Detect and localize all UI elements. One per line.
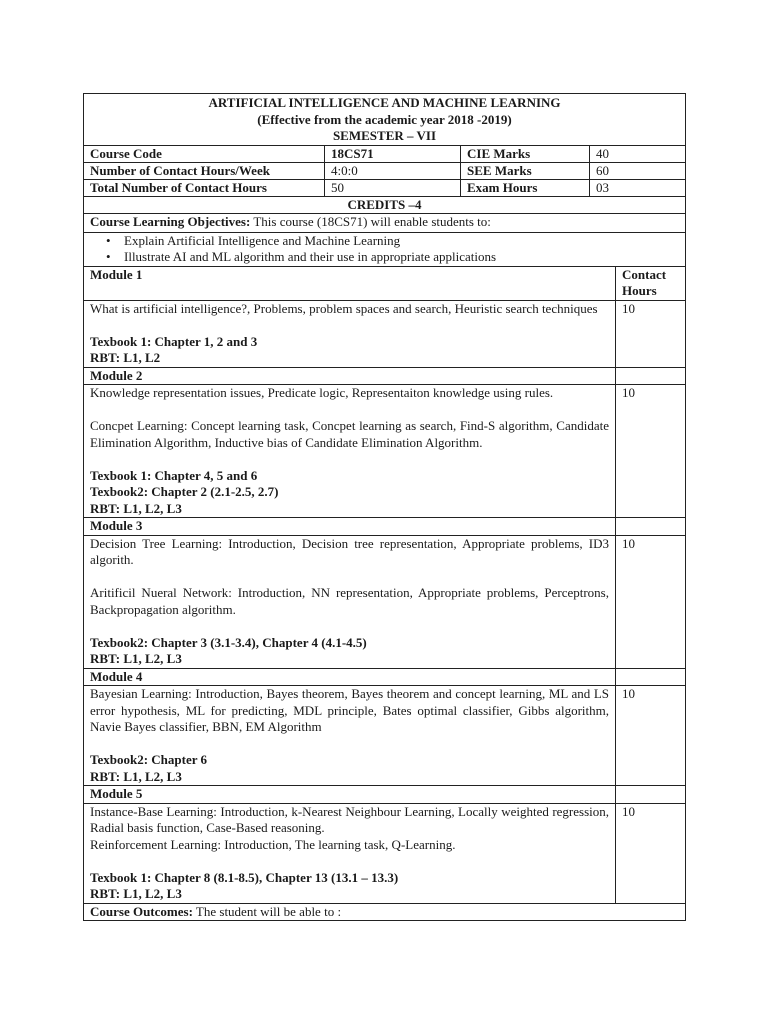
info-row-contact-hours-week bbox=[84, 163, 685, 180]
module-2-content bbox=[84, 385, 685, 518]
objectives-list-row bbox=[84, 233, 685, 267]
module-2-textbook-2: Texbook2: Chapter 2 (2.1-2.5, 2.7) bbox=[90, 484, 279, 499]
objective-item: • Explain Artificial Intelligence and Machine Learning bbox=[106, 233, 685, 250]
semester: SEMESTER – VII bbox=[332, 128, 437, 143]
course-outcomes bbox=[84, 904, 685, 921]
module-1-rbt: RBT: L1, L2 bbox=[90, 350, 161, 365]
outcomes-label: Course Outcomes: bbox=[90, 903, 193, 919]
module-4-hours: 10 bbox=[622, 686, 635, 701]
module-1-textbook: Texbook 1: Chapter 1, 2 and 3 bbox=[90, 333, 258, 349]
module-5-description-2: Reinforcement Learning: Introduction, The learning task, Q-Learning. bbox=[90, 836, 456, 852]
module-1-content bbox=[84, 301, 685, 368]
module-2-header bbox=[84, 368, 685, 386]
module-5-textbook: Texbook 1: Chapter 8 (8.1-8.5), Chapter 13 (13.1 – 13.3) bbox=[90, 869, 399, 885]
module-1-header bbox=[84, 267, 685, 301]
module-4-content bbox=[84, 686, 685, 786]
module-2-title: Module 2 bbox=[84, 368, 616, 385]
module-4-description: Bayesian Learning: Introduction, Bayes theorem, Bayes theorem and concept learning, ML and LS error hypothesis, ML for predicting, MDL principle, Bates optimal classifier, Gibbs algorithm, Navie Bayes classifier, BBN, EM Algorithm bbox=[90, 686, 609, 734]
info-label-2: CIE Marks bbox=[461, 146, 590, 162]
info-label-2: Exam Hours bbox=[461, 180, 590, 196]
info-value-2: 60 bbox=[596, 162, 609, 178]
module-3-content bbox=[84, 536, 685, 669]
module-5-hours: 10 bbox=[622, 803, 635, 819]
objective-item: • Illustrate AI and ML algorithm and their use in appropriate applications bbox=[106, 249, 685, 266]
module-3-textbook: Texbook2: Chapter 3 (3.1-3.4), Chapter 4 (4.1-4.5) bbox=[90, 634, 367, 650]
syllabus-table bbox=[83, 93, 686, 921]
module-1-description: What is artificial intelligence?, Problems, problem spaces and search, Heuristic search techniques bbox=[90, 300, 598, 316]
info-label: Course Code bbox=[84, 146, 325, 162]
module-5-content bbox=[84, 804, 685, 904]
info-value-2: 40 bbox=[596, 145, 609, 161]
info-row-course-code bbox=[84, 146, 685, 163]
module-2-hours: 10 bbox=[622, 385, 635, 400]
module-5-title: Module 5 bbox=[84, 786, 616, 803]
objectives-text: This course (18CS71) will enable students to: bbox=[250, 214, 491, 229]
module-4-textbook: Texbook2: Chapter 6 bbox=[90, 752, 208, 767]
module-5-rbt: RBT: L1, L2, L3 bbox=[90, 886, 182, 901]
info-value: 4:0:0 bbox=[325, 163, 461, 179]
module-5-header bbox=[84, 786, 685, 804]
module-3-description-2: Aritificil Nueral Network: Introduction, NN representation, Appropriate problems, Perceptrons, Backpropagation algorithm. bbox=[90, 585, 609, 617]
module-2-description-2: Concpet Learning: Concept learning task, Concpet learning as search, Find-S algorithm, Candidate Elimination Algorithm, Inductive bias of Candidate Elimination Algorithm. bbox=[90, 418, 609, 450]
effective-year: (Effective from the academic year 2018 -2019) bbox=[257, 111, 512, 127]
objectives-list bbox=[84, 233, 685, 266]
info-label-2: SEE Marks bbox=[461, 163, 590, 179]
module-4-rbt: RBT: L1, L2, L3 bbox=[90, 768, 182, 784]
module-3-description: Decision Tree Learning: Introduction, Decision tree representation, Appropriate problems, ID3 algorith. bbox=[90, 535, 609, 567]
course-header bbox=[84, 94, 685, 146]
info-row-total-contact-hours bbox=[84, 180, 685, 197]
module-5-description: Instance-Base Learning: Introduction, k-Nearest Neighbour Learning, Locally weighted regression, Radial basis function, Case-Based reasoning. bbox=[90, 803, 609, 835]
module-3-title: Module 3 bbox=[84, 518, 616, 535]
module-3-header bbox=[84, 518, 685, 536]
module-3-hours: 10 bbox=[622, 535, 635, 551]
course-title: ARTIFICIAL INTELLIGENCE AND MACHINE LEARNING bbox=[208, 95, 561, 110]
contact-hours-header: Contact Hours bbox=[622, 266, 667, 298]
info-value: 50 bbox=[325, 180, 461, 196]
info-label: Total Number of Contact Hours bbox=[84, 180, 325, 196]
objectives-label: Course Learning Objectives: bbox=[90, 214, 251, 229]
module-4-header bbox=[84, 669, 685, 687]
module-4-title: Module 4 bbox=[84, 669, 616, 686]
module-1-title: Module 1 bbox=[84, 267, 616, 300]
outcomes-text: The student will be able to : bbox=[192, 903, 342, 919]
info-label: Number of Contact Hours/Week bbox=[84, 163, 325, 179]
module-2-rbt: RBT: L1, L2, L3 bbox=[90, 500, 182, 516]
credits: CREDITS –4 bbox=[84, 197, 685, 215]
module-3-rbt: RBT: L1, L2, L3 bbox=[90, 651, 182, 666]
module-1-hours: 10 bbox=[622, 300, 635, 316]
info-value-2: 03 bbox=[596, 179, 609, 195]
module-2-description: Knowledge representation issues, Predicate logic, Representaiton knowledge using rules. bbox=[90, 385, 554, 400]
info-value: 18CS71 bbox=[325, 146, 461, 162]
objectives-intro bbox=[84, 214, 685, 233]
module-2-textbook-1: Texbook 1: Chapter 4, 5 and 6 bbox=[90, 467, 258, 483]
